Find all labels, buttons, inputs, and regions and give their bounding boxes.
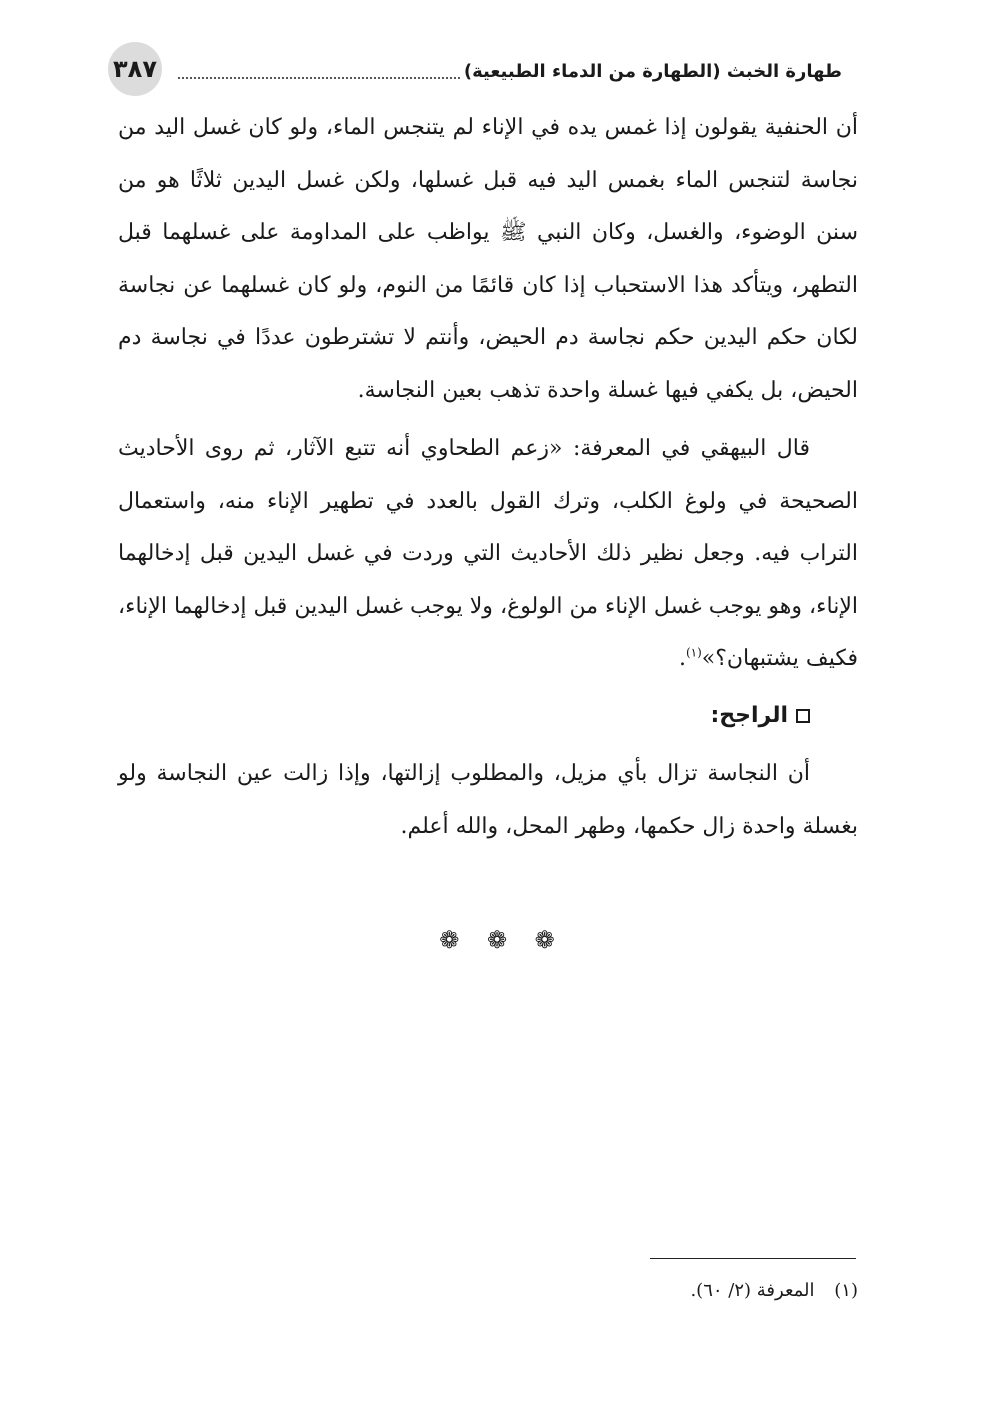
paragraph-2-text: قال البيهقي في المعرفة: «زعم الطحاوي أنه تتبع الآثار، ثم روى الأحاديث الصحيحة في ولوغ الكلب، وترك القول بالعدد في تطهير الإناء منه، واستعمال التراب فيه. وجعل نظير ذلك الأحاديث التي وردت في غسل اليدين قبل إدخالهما الإناء، وهو يوجب غسل الإناء من الولوغ، ولا يوجب غسل اليدين قبل إدخالهما الإناء، فكيف يشتبهان؟» [118, 436, 858, 671]
footnote-text: المعرفة (٢/ ٦٠). [690, 1280, 815, 1301]
ornament-separator: ❁ ❁ ❁ [439, 926, 565, 954]
section-heading [118, 690, 810, 743]
page-number: ٣٨٧ [113, 55, 157, 83]
footnote [118, 1276, 858, 1306]
footnote-number: (١) [834, 1280, 858, 1301]
checkbox-square-icon [796, 709, 810, 723]
footnote-reference[interactable]: (١) [685, 645, 702, 660]
main-text [118, 102, 858, 853]
paragraph-2-end: . [678, 646, 686, 671]
header-dotted-leader [178, 65, 460, 79]
running-header [178, 56, 846, 86]
running-header-title: طهارة الخبث (الطهارة من الدماء الطبيعية) [463, 60, 842, 82]
paragraph-1: أن الحنفية يقولون إذا غمس يده في الإناء لم يتنجس الماء، ولو كان غسل اليد من نجاسة لتنجس الماء بغمس اليد فيه قبل غسلها، ولكن غسل اليدين ثلاثًا هو من سنن الوضوء، والغسل، وكان النبي ﷺ يواظب على المداومة على غسلهما قبل التطهر، ويتأكد هذا الاستحباب إذا كان قائمًا من النوم، ولو كان غسلهما عن نجاسة لكان حكم اليدين حكم نجاسة دم الحيض، وأنتم لا تشترطون عددًا في نجاسة دم الحيض، بل يكفي فيها غسلة واحدة تذهب بعين النجاسة. [118, 115, 858, 403]
footnote-rule [650, 1258, 856, 1259]
page-number-badge [108, 42, 162, 96]
section-heading-text: الراجح: [710, 702, 788, 728]
paragraph-3: أن النجاسة تزال بأي مزيل، والمطلوب إزالتها، وإذا زالت عين النجاسة ولو بغسلة واحدة زال حكمها، وطهر المحل، والله أعلم. [118, 761, 858, 839]
paragraph-2 [118, 423, 858, 686]
